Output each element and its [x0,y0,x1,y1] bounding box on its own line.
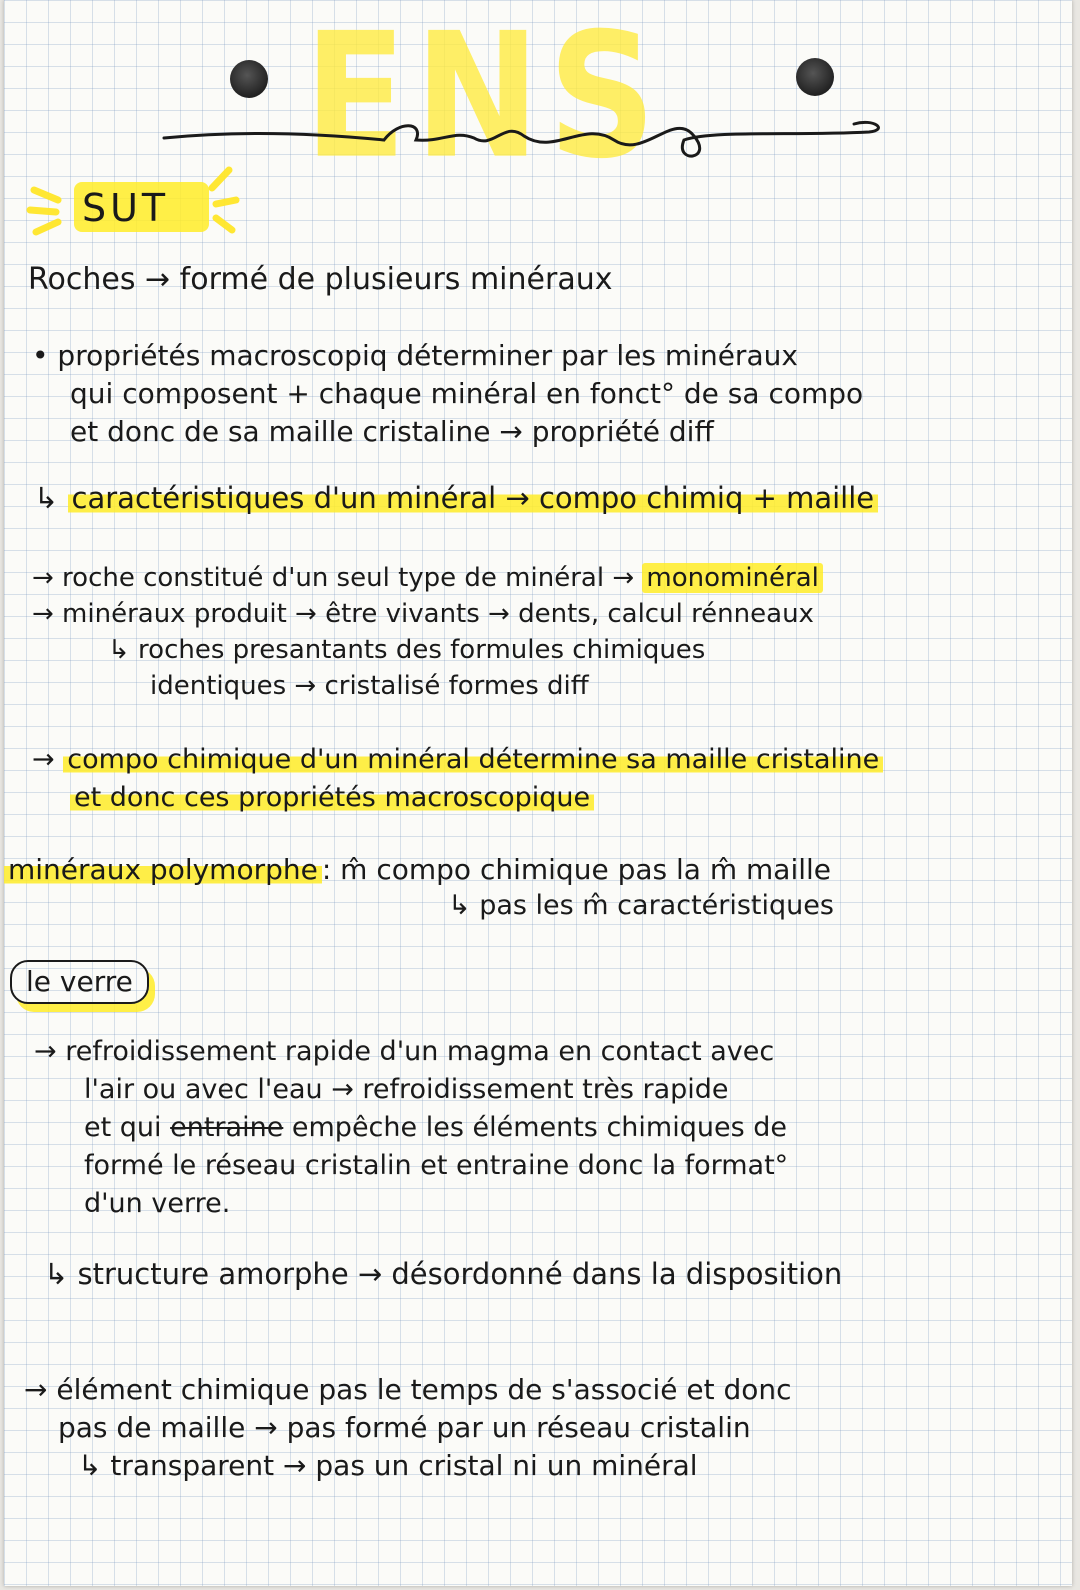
note-line-14-a: et qui [84,1112,171,1143]
boxed-heading: le verre [10,960,149,1004]
note-line-7: identiques → cristalisé formes diff [150,671,589,701]
note-line-3-highlight: caractéristiques d'un minéral → compo chimiq + maille [68,481,879,515]
punch-hole-left-icon [230,60,268,98]
page-title: ENS [304,0,665,198]
note-line-4 [32,560,823,596]
note-line-4-text: → roche constitué d'un seul type de minéral → [32,563,643,593]
note-line-8-highlight: compo chimique d'un minéral détermine sa maille cristaline [63,744,883,775]
note-line-3 [34,480,878,516]
punch-hole-right-icon [796,58,834,96]
note-line-8-arrow: → [32,744,64,775]
note-line-8 [32,742,883,778]
note-line-17: ↳ structure amorphe → désordonné dans la disposition [44,1257,843,1291]
note-line-2b: qui composent + chaque minéral en fonct° de sa compo [70,377,864,410]
note-line-9 [70,780,594,816]
note-line-14-strike: entraine [170,1112,284,1143]
notebook-page [4,0,1072,1586]
note-line-3-arrow: ↳ [34,481,68,515]
note-line-10 [4,852,831,888]
note-line-2a: • propriétés macroscopiq déterminer par les minéraux [32,339,798,372]
note-line-6: ↳ roches presantants des formules chimiques [108,635,706,665]
note-line-5: → minéraux produit → être vivants → dents, calcul rénneaux [32,599,814,629]
note-line-4-highlight: monominéral [642,563,823,593]
note-line-20: ↳ transparent → pas un cristal ni un minéral [78,1449,698,1482]
note-line-12: → refroidissement rapide d'un magma en contact avec [34,1036,775,1067]
note-line-10-text: : m̂ compo chimique pas la m̂ maille [321,853,832,886]
note-line-19: pas de maille → pas formé par un réseau cristalin [58,1411,751,1444]
title-swirl-icon [154,100,894,190]
note-line-15: formé le réseau cristalin et entraine donc la format° [84,1150,789,1181]
note-line-14-b: empêche les éléments chimiques de [283,1112,787,1143]
note-line-14 [84,1110,787,1146]
note-line-16: d'un verre. [84,1188,231,1219]
note-line-11: ↳ pas les m̂ caractéristiques [448,890,834,921]
note-line-18: → élément chimique pas le temps de s'associé et donc [24,1373,792,1406]
note-line-2c: et donc de sa maille cristaline → propriété diff [70,415,714,448]
note-line-10-highlight: minéraux polymorphe [4,853,322,886]
section-heading: SUT [82,186,170,230]
note-line-9-highlight: et donc ces propriétés macroscopique [70,782,594,813]
note-line-13: l'air ou avec l'eau → refroidissement très rapide [84,1074,729,1105]
note-line-1: Roches → formé de plusieurs minéraux [28,262,613,297]
